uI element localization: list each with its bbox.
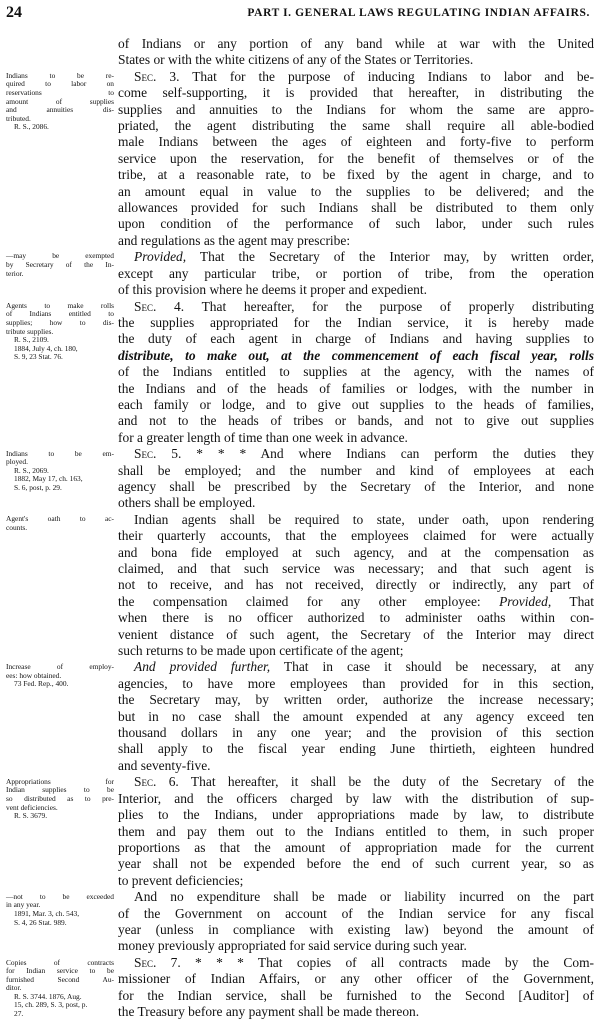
text-line bbox=[118, 233, 594, 249]
text-run: That for the purpose of inducing Indians to labor and be- bbox=[179, 68, 594, 84]
text-run: the duty of each agent in charge of Indians and having supplies to bbox=[118, 331, 594, 347]
text-run: money previously appropriated for said service during such year. bbox=[118, 938, 467, 954]
text-line bbox=[118, 446, 594, 462]
text-line bbox=[118, 791, 594, 807]
text-run: others shall be employed. bbox=[118, 495, 256, 511]
text-line bbox=[118, 1004, 594, 1020]
margin-citation: S. 6, post, p. 29. bbox=[14, 482, 62, 492]
text-run: That the Secretary of the Interior may, by written order, bbox=[186, 249, 594, 265]
margin-note-line: tributed. bbox=[6, 113, 31, 123]
margin-note-line: vent deficiencies. bbox=[6, 802, 58, 812]
text-line bbox=[118, 167, 594, 183]
text-run: upon condition of the performance of such labor, under such rules bbox=[118, 216, 594, 232]
margin-note bbox=[6, 959, 114, 1019]
text-line bbox=[118, 577, 594, 593]
text-run: service upon the reservation, for the benefit of themselves or of the bbox=[118, 150, 594, 166]
margin-citation: R. S., 2086. bbox=[14, 122, 49, 132]
text-line bbox=[118, 216, 594, 232]
text-line bbox=[118, 102, 594, 118]
text-line bbox=[118, 988, 594, 1004]
text-run: to prevent deficiencies; bbox=[118, 872, 244, 888]
margin-citation: 15, ch. 289, S. 3, post, p. bbox=[14, 1000, 88, 1010]
margin-citation: R. S. 3744. 1876, Aug. bbox=[14, 991, 82, 1001]
margin-note-line: Indian supplies to be bbox=[6, 785, 114, 795]
text-line bbox=[118, 381, 594, 397]
text-run: allowances provided for such Indians shall be distributed to them only bbox=[118, 200, 594, 216]
margin-note bbox=[6, 72, 114, 132]
margin-note-line: ployed. bbox=[6, 457, 28, 467]
text-run: agencies, to have more employees than provided for in this section, bbox=[118, 675, 594, 691]
text-run: claimed, and that such service was necessary; and that such agent is bbox=[118, 561, 594, 576]
margin-note-line: in any year. bbox=[6, 900, 41, 910]
text-run: That bbox=[551, 593, 594, 609]
margin-note-line: Indians to be re- bbox=[6, 70, 114, 80]
margin-note-line: —may be exempted bbox=[6, 251, 114, 261]
text-run: And no expenditure shall be made or liability incurred on the part bbox=[134, 889, 594, 905]
margin-note-line: Indians to be em- bbox=[6, 448, 114, 458]
text-line bbox=[118, 643, 594, 659]
text-run: them and pay them out to the Indians entitled to them, in such proper bbox=[118, 823, 594, 839]
text-line bbox=[118, 118, 594, 134]
text-line bbox=[118, 594, 594, 610]
text-run: plies to the Indians, under appropriations made by law, to distribute bbox=[118, 807, 594, 823]
text-run: year shall not be expended before the end of such current year, so as bbox=[118, 856, 594, 872]
text-line bbox=[118, 69, 594, 85]
text-run: thousand dollars in any one year; and the provision of this section bbox=[118, 725, 594, 741]
text-line bbox=[118, 840, 594, 856]
text-line bbox=[118, 397, 594, 413]
text-line bbox=[118, 824, 594, 840]
text-run: * * * That copies of all contracts made by the Com- bbox=[180, 954, 594, 970]
text-run: their quarterly accounts, that the employees claimed for were actually bbox=[118, 528, 594, 544]
text-run: of the Government on account of the Indian service for any fiscal bbox=[118, 905, 594, 921]
text-run: Provided, bbox=[134, 249, 187, 265]
text-line bbox=[118, 430, 594, 446]
margin-note-line: furnished Second Au- bbox=[6, 974, 114, 984]
text-line bbox=[118, 479, 594, 495]
text-run: supplies and annuities to the Indians for whom the same are appro- bbox=[118, 101, 594, 117]
text-run: when there is no officer authorized to administer oaths within con- bbox=[118, 610, 594, 626]
text-run: Provided, bbox=[499, 593, 552, 609]
text-line bbox=[118, 922, 594, 938]
margin-citation: R. S., 2109. bbox=[14, 335, 49, 345]
text-line bbox=[118, 709, 594, 725]
text-line bbox=[118, 692, 594, 708]
margin-note bbox=[6, 450, 114, 493]
text-line bbox=[118, 610, 594, 626]
text-run: an amount equal in value to the supplies to be delivered; and the bbox=[118, 183, 594, 199]
margin-note-line: and annuities dis- bbox=[6, 105, 114, 115]
text-run: not to receive, and has not received, directly or indirectly, any part of bbox=[118, 577, 594, 593]
margin-note-line: Agents to make rolls bbox=[6, 300, 114, 310]
margin-note bbox=[6, 252, 114, 278]
text-run: Indian agents shall be required to state, under oath, upon rendering bbox=[134, 511, 594, 527]
margin-note bbox=[6, 515, 114, 532]
margin-citation: 1882, May 17, ch. 163, bbox=[14, 474, 83, 484]
margin-note-line: counts. bbox=[6, 522, 28, 532]
margin-note-line: Copies of contracts bbox=[6, 957, 114, 967]
margin-note-line: reservations to bbox=[6, 88, 114, 98]
text-run: except any particular tribe, or portion of tribe, from the operation bbox=[118, 265, 594, 281]
text-line bbox=[118, 463, 594, 479]
text-line bbox=[118, 200, 594, 216]
margin-citation: 27. bbox=[14, 1009, 24, 1019]
text-line bbox=[118, 971, 594, 987]
margin-note-line: ees: how obtained. bbox=[6, 670, 62, 680]
text-line bbox=[118, 36, 594, 52]
margin-note-line: for Indian service to be bbox=[6, 966, 114, 976]
text-run: for a greater length of time than one week in advance. bbox=[118, 429, 408, 445]
text-line bbox=[118, 151, 594, 167]
text-run: venient distance of such agent, the Secretary of the Interior may direct bbox=[118, 626, 594, 642]
margin-note bbox=[6, 893, 114, 927]
text-line bbox=[118, 413, 594, 429]
text-line bbox=[118, 134, 594, 150]
text-run: Sec. 5. bbox=[134, 446, 182, 462]
text-line bbox=[118, 955, 594, 971]
margin-citation: 73 Fed. Rep., 400. bbox=[14, 679, 69, 689]
margin-note-line: Appropriations for bbox=[6, 776, 114, 786]
text-line bbox=[118, 561, 594, 577]
text-run: come self-supporting, it is provided that hereafter, in distributing the bbox=[118, 85, 594, 101]
text-run: Sec. 7. bbox=[134, 954, 181, 970]
text-run: That in case it should be necessary, at any bbox=[270, 659, 594, 675]
text-run: such returns to be made upon certificate of the agent; bbox=[118, 643, 404, 659]
text-line bbox=[118, 495, 594, 511]
text-run: and bona fide employed at such agency, and at the compensation as bbox=[118, 544, 594, 560]
text-line bbox=[118, 85, 594, 101]
text-run: That hereafter, for the purpose of properly distributing bbox=[184, 298, 594, 314]
margin-note-line: Agent's oath to ac- bbox=[6, 514, 114, 524]
text-line bbox=[118, 331, 594, 347]
text-run: shall apply to the fiscal year ending June thirtieth, eighteen hundred bbox=[118, 741, 594, 757]
margin-citation: S. 4, 26 Stat. 989. bbox=[14, 917, 67, 927]
margin-note-line: amount of supplies bbox=[6, 96, 114, 106]
text-run: of the Indians entitled to supplies at the agency, with the names of bbox=[118, 364, 594, 380]
text-line bbox=[118, 774, 594, 790]
text-run: male Indians between the ages of eighteen and forty-five to perform bbox=[118, 134, 594, 150]
text-line bbox=[118, 282, 594, 298]
text-line bbox=[118, 266, 594, 282]
text-line bbox=[118, 348, 594, 364]
margin-note-line: of Indians entitled to bbox=[6, 309, 114, 319]
text-line bbox=[118, 545, 594, 561]
text-run: the supplies appropriated for the Indian service, it is hereby made bbox=[118, 314, 594, 330]
text-run: of this provision where he deems it proper and expedient. bbox=[118, 282, 427, 298]
running-head: PART I. GENERAL LAWS REGULATING INDIAN AFFAIRS. bbox=[247, 7, 590, 19]
margin-note-line: quired to labor on bbox=[6, 79, 114, 89]
text-run: Sec. 3. bbox=[134, 68, 180, 84]
text-run: tribe, at a reasonable rate, to be fixed by the agent in charge, and to bbox=[118, 167, 594, 183]
text-run: and seventy-five. bbox=[118, 757, 211, 773]
margin-note-line: ditor. bbox=[6, 983, 22, 993]
text-line bbox=[118, 856, 594, 872]
margin-note bbox=[6, 778, 114, 821]
text-run: * * * And where Indians can perform the duties they bbox=[181, 446, 594, 462]
text-line bbox=[118, 725, 594, 741]
margin-citation: 1891, Mar. 3, ch. 543, bbox=[14, 909, 80, 919]
text-line bbox=[118, 512, 594, 528]
text-run: shall be employed; and the number and kind of employees at each bbox=[118, 462, 594, 478]
text-run: of Indians or any portion of any band while at war with the United bbox=[118, 36, 594, 51]
text-line bbox=[118, 889, 594, 905]
page-number: 24 bbox=[6, 4, 22, 21]
text-line bbox=[118, 299, 594, 315]
margin-note-line: —not to be exceeded bbox=[6, 891, 114, 901]
margin-citation: R. S., 2069. bbox=[14, 465, 49, 475]
text-line bbox=[118, 807, 594, 823]
text-run: agency shall be prescribed by the Secretary of the Interior, and none bbox=[118, 478, 594, 494]
text-line bbox=[118, 873, 594, 889]
text-run: That hereafter, it shall be the duty of the Secretary of the bbox=[178, 774, 594, 790]
statute-text bbox=[118, 36, 594, 1020]
margin-note-line: terior. bbox=[6, 268, 24, 278]
text-run: proportions as that the amount of appropriation made for the current bbox=[118, 839, 594, 855]
page-header bbox=[6, 4, 590, 24]
text-line bbox=[118, 906, 594, 922]
text-run: the Indians and of the heads of families or lodges, with the number in bbox=[118, 380, 594, 396]
text-run: and regulations as the agent may prescribe: bbox=[118, 232, 351, 248]
text-line bbox=[118, 659, 594, 675]
text-run: the compensation claimed for any other employee: bbox=[118, 593, 500, 609]
margin-note bbox=[6, 302, 114, 362]
margin-note-line: so distributed as to pre- bbox=[6, 794, 114, 804]
text-run: Interior, and the officers charged by law with the distribution of sup- bbox=[118, 790, 594, 806]
margin-citation: S. 9, 23 Stat. 76. bbox=[14, 352, 63, 362]
margin-note-line: supplies; how to dis- bbox=[6, 317, 114, 327]
text-run: the Treasury before any payment shall be made thereon. bbox=[118, 1003, 420, 1019]
margin-note bbox=[6, 663, 114, 689]
text-run: distribute, to make out, at the commencement of each fiscal year, rolls bbox=[118, 347, 594, 363]
text-run: Sec. 4. bbox=[134, 298, 185, 314]
text-run: priated, the agent distributing the same shall require all able-bodied bbox=[118, 118, 594, 134]
text-run: but in no case shall the amount expended at any agency exceed ten bbox=[118, 708, 594, 724]
text-line bbox=[118, 249, 594, 265]
text-run: States or with the white citizens of any of the States or Territories. bbox=[118, 52, 474, 68]
text-line bbox=[118, 364, 594, 380]
text-run: for the Indian service, shall be furnished to the Second [Auditor] of bbox=[118, 987, 594, 1003]
text-run: each family or lodge, and to give out supplies to the heads of families, bbox=[118, 396, 594, 412]
margin-note-line: tribute supplies. bbox=[6, 326, 54, 336]
text-line bbox=[118, 52, 594, 68]
text-line bbox=[118, 938, 594, 954]
text-run: year (unless in compliance with existing law) beyond the amount of bbox=[118, 921, 594, 937]
text-line bbox=[118, 741, 594, 757]
margin-citation: R. S. 3679. bbox=[14, 811, 48, 821]
text-run: and not to the heads of tribes or bands, and not to give out supplies bbox=[118, 413, 594, 429]
text-line bbox=[118, 184, 594, 200]
text-run: missioner of Indian Affairs, or any other officer of the Government, bbox=[118, 971, 594, 987]
text-line bbox=[118, 528, 594, 544]
margin-note-line: Increase of employ- bbox=[6, 661, 114, 671]
text-run: And provided further, bbox=[134, 659, 271, 675]
margin-citation: 1884, July 4, ch. 180, bbox=[14, 343, 78, 353]
text-line bbox=[118, 627, 594, 643]
text-line bbox=[118, 758, 594, 774]
text-line bbox=[118, 676, 594, 692]
text-run: the Secretary may, by written order, authorize the increase necessary; bbox=[118, 692, 594, 708]
margin-note-line: by Secretary of the In- bbox=[6, 260, 114, 270]
text-run: Sec. 6. bbox=[134, 774, 179, 790]
text-line bbox=[118, 315, 594, 331]
